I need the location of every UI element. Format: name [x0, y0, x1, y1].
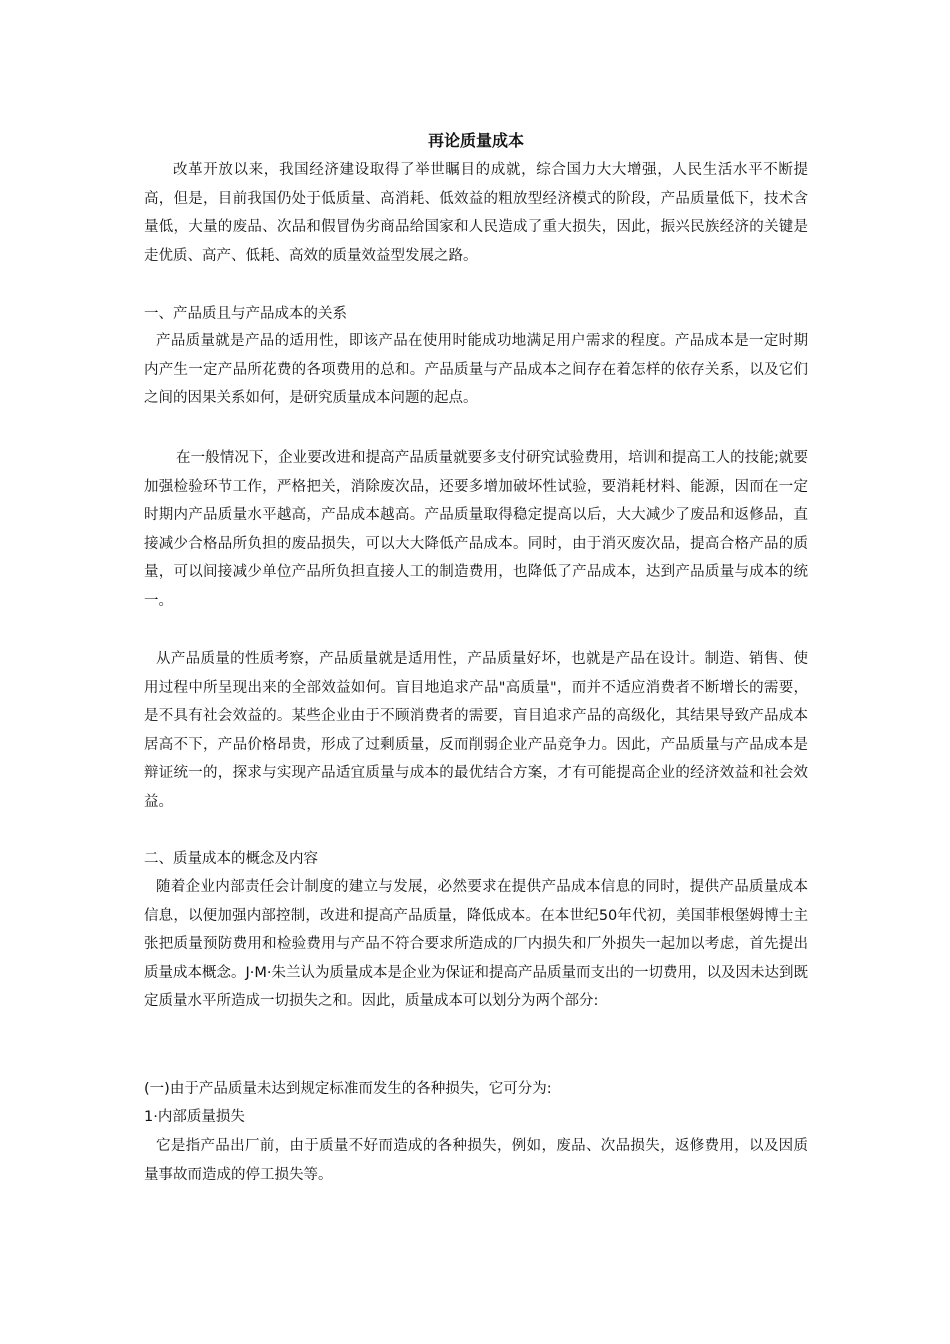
section1-heading: 一、产品质且与产品成本的关系	[144, 306, 347, 322]
document-title: 再论质量成本	[427, 131, 524, 150]
section2-sub1-item1-text: 它是指产品出厂前，由于质量不好而造成的各种损失，例如，废品、次品损失，返修费用，以及因质量事故而造成的停工损失等。	[144, 1138, 808, 1183]
section1-paragraph-1: 产品质量就是产品的适用性，即该产品在使用时能成功地满足用户需求的程度。产品成本是一定时期内产生一定产品所花费的各项费用的总和。产品质量与产品成本之间存在着怎样的依存关系，以及它们之间的因果关系如何，是研究质量成本问题的起点。	[144, 333, 808, 407]
section2-heading: 二、质量成本的概念及内容	[144, 851, 318, 867]
section2-sub1-heading: (一)由于产品质量未达到规定标准而发生的各种损失，它可分为:	[144, 1081, 552, 1097]
section1-paragraph-3: 从产品质量的性质考察，产品质量就是适用性，产品质量好坏，也就是产品在设计。制造、销售、使用过程中所呈现出来的全部效益如何。盲目地追求产品"高质量"，而并不适应消费者不断增长的需要，是不具有社会效益的。某些企业由于不顾消费者的需要，盲目追求产品的高级化，其结果导致产品成本居高不下，产品价格昂贵，形成了过剩质量，反而削弱企业产品竞争力。因此，产品质量与产品成本是辩证统一的，探求与实现产品适宜质量与成本的最优结合方案，才有可能提高企业的经济效益和社会效益。	[144, 651, 808, 810]
intro-paragraph: 改革开放以来，我国经济建设取得了举世瞩目的成就，综合国力大大增强，人民生活水平不断提高，但是，目前我国仍处于低质量、高消耗、低效益的粗放型经济模式的阶段，产品质量低下，技术含量低，大量的废品、次品和假冒伪劣商品给国家和人民造成了重大损失，因此，振兴民族经济的关键是走优质、高产、低耗、高效的质量效益型发展之路。	[144, 162, 808, 264]
section1-paragraph-2: 在一般情况下，企业要改进和提高产品质量就要多支付研究试验费用，培训和提高工人的技能;就要加强检验环节工作，严格把关，消除废次品，还要多增加破坏性试验，要消耗材料、能源，因而在一定时期内产品质量水平越高，产品成本越高。产品质量取得稳定提高以后，大大减少了废品和返修品，直接减少合格品所负担的废品损失，可以大大降低产品成本。同时，由于消灭废次品，提高合格产品的质量，可以间接减少单位产品所负担直接人工的制造费用，也降低了产品成本，达到产品质量与成本的统一。	[144, 450, 808, 609]
section2-paragraph-1: 随着企业内部责任会计制度的建立与发展，必然要求在提供产品成本信息的同时，提供产品质量成本信息，以便加强内部控制，改进和提高产品质量，降低成本。在本世纪50年代初，美国菲根堡姆博士主张把质量预防费用和检验费用与产品不符合要求所造成的厂内损失和厂外损失一起加以考虑，首先提出质量成本概念。J·M·朱兰认为质量成本是企业为保证和提高产品质量而支出的一切费用，以及因未达到既定质量水平所造成一切损失之和。因此，质量成本可以划分为两个部分:	[144, 879, 809, 1010]
section2-sub1-item1-heading: 1·内部质量损失	[144, 1109, 245, 1125]
